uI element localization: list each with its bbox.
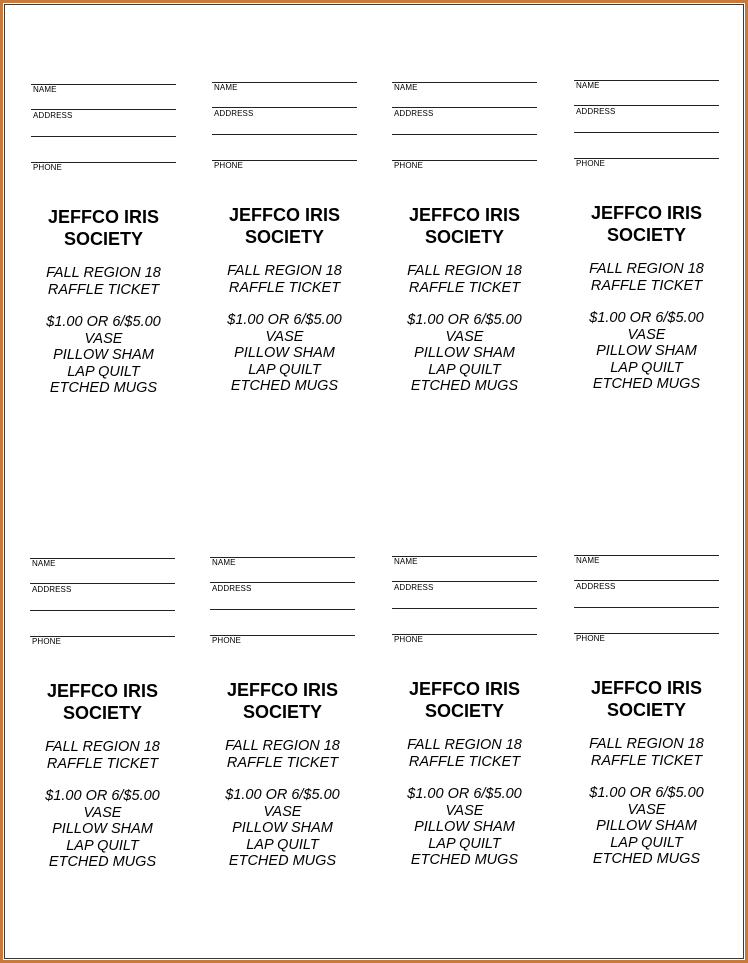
- prize-info: [554, 785, 739, 868]
- org-line-1: JEFFCO IRIS: [590, 203, 702, 223]
- event-info: [554, 261, 739, 294]
- address-label: ADDRESS: [394, 109, 434, 118]
- name-label: NAME: [394, 83, 418, 92]
- event-line-2: RAFFLE TICKET: [408, 279, 521, 296]
- price-text: $1.00 OR 6/$5.00: [45, 788, 160, 804]
- org-line-2: SOCIETY: [424, 227, 504, 247]
- prize-item: VASE: [445, 328, 484, 345]
- name-label: NAME: [33, 85, 57, 94]
- price-text: $1.00 OR 6/$5.00: [589, 785, 704, 801]
- prize-item: PILLOW SHAM: [234, 345, 335, 361]
- prize-item: VASE: [627, 801, 666, 818]
- prize-item: PILLOW SHAM: [53, 347, 154, 363]
- prize-item: LAP QUILT: [66, 837, 139, 854]
- prize-info: [10, 788, 195, 871]
- prize-item: VASE: [263, 803, 302, 820]
- event-info: [192, 263, 377, 296]
- prize-item: VASE: [84, 330, 123, 347]
- prize-info: [372, 786, 557, 869]
- event-line-2: RAFFLE TICKET: [408, 753, 521, 770]
- prize-info: [554, 310, 739, 393]
- name-label: NAME: [212, 558, 236, 567]
- org-line-1: JEFFCO IRIS: [46, 681, 158, 701]
- price-text: $1.00 OR 6/$5.00: [225, 787, 340, 803]
- address-line-2[interactable]: [574, 607, 719, 608]
- prize-info: [11, 314, 196, 397]
- address-line-2[interactable]: [392, 134, 537, 135]
- phone-label: PHONE: [214, 161, 243, 170]
- price-text: $1.00 OR 6/$5.00: [407, 786, 522, 802]
- address-line-2[interactable]: [574, 132, 719, 133]
- prize-item: VASE: [627, 326, 666, 343]
- address-line[interactable]: [574, 105, 719, 106]
- org-line-2: SOCIETY: [606, 700, 686, 720]
- org-line-1: JEFFCO IRIS: [226, 680, 338, 700]
- org-name: [554, 677, 739, 721]
- org-line-2: SOCIETY: [62, 703, 142, 723]
- org-name: [554, 202, 739, 246]
- phone-label: PHONE: [576, 159, 605, 168]
- event-info: [11, 265, 196, 298]
- address-line[interactable]: [392, 107, 537, 108]
- prize-item: VASE: [265, 328, 304, 345]
- prize-item: ETCHED MUGS: [410, 852, 519, 868]
- org-line-2: SOCIETY: [424, 701, 504, 721]
- prize-item: LAP QUILT: [610, 834, 683, 851]
- prize-item: ETCHED MUGS: [49, 380, 158, 396]
- price-text: $1.00 OR 6/$5.00: [46, 314, 161, 330]
- org-line-2: SOCIETY: [606, 225, 686, 245]
- prize-item: ETCHED MUGS: [48, 854, 157, 870]
- phone-label: PHONE: [394, 161, 423, 170]
- phone-label: PHONE: [394, 635, 423, 644]
- org-line-1: JEFFCO IRIS: [228, 205, 340, 225]
- event-info: [190, 738, 375, 771]
- name-label: NAME: [576, 81, 600, 90]
- address-line-2[interactable]: [212, 134, 357, 135]
- address-line[interactable]: [212, 107, 357, 108]
- address-line[interactable]: [574, 580, 719, 581]
- event-info: [372, 737, 557, 770]
- address-label: ADDRESS: [576, 107, 616, 116]
- org-line-2: SOCIETY: [244, 227, 324, 247]
- phone-label: PHONE: [33, 163, 62, 172]
- event-line-1: FALL REGION 18: [589, 736, 704, 752]
- prize-item: PILLOW SHAM: [414, 819, 515, 835]
- address-label: ADDRESS: [33, 111, 73, 120]
- address-line-2[interactable]: [392, 608, 537, 609]
- name-label: NAME: [576, 556, 600, 565]
- address-label: ADDRESS: [32, 585, 72, 594]
- prize-item: LAP QUILT: [67, 363, 140, 380]
- event-line-2: RAFFLE TICKET: [590, 752, 703, 769]
- event-line-1: FALL REGION 18: [407, 737, 522, 753]
- address-line[interactable]: [392, 581, 537, 582]
- prize-item: ETCHED MUGS: [592, 851, 701, 867]
- price-text: $1.00 OR 6/$5.00: [589, 310, 704, 326]
- name-label: NAME: [394, 557, 418, 566]
- prize-info: [192, 312, 377, 395]
- prize-item: ETCHED MUGS: [410, 378, 519, 394]
- prize-item: PILLOW SHAM: [414, 345, 515, 361]
- event-info: [10, 739, 195, 772]
- prize-item: PILLOW SHAM: [596, 818, 697, 834]
- event-info: [372, 263, 557, 296]
- org-line-1: JEFFCO IRIS: [47, 207, 159, 227]
- event-line-1: FALL REGION 18: [407, 263, 522, 279]
- prize-item: ETCHED MUGS: [592, 376, 701, 392]
- event-line-2: RAFFLE TICKET: [47, 281, 160, 298]
- prize-item: PILLOW SHAM: [52, 821, 153, 837]
- prize-item: ETCHED MUGS: [228, 853, 337, 869]
- address-line-2[interactable]: [210, 609, 355, 610]
- prize-info: [372, 312, 557, 395]
- address-label: ADDRESS: [394, 583, 434, 592]
- org-line-1: JEFFCO IRIS: [408, 679, 520, 699]
- address-label: ADDRESS: [576, 582, 616, 591]
- org-name: [192, 204, 377, 248]
- prize-item: ETCHED MUGS: [230, 378, 339, 394]
- name-label: NAME: [32, 559, 56, 568]
- prize-item: LAP QUILT: [428, 835, 501, 852]
- event-line-2: RAFFLE TICKET: [228, 279, 341, 296]
- org-name: [372, 204, 557, 248]
- prize-item: LAP QUILT: [610, 359, 683, 376]
- prize-item: PILLOW SHAM: [596, 343, 697, 359]
- event-line-1: FALL REGION 18: [225, 738, 340, 754]
- address-line[interactable]: [30, 583, 175, 584]
- org-name: [372, 678, 557, 722]
- price-text: $1.00 OR 6/$5.00: [407, 312, 522, 328]
- prize-item: LAP QUILT: [428, 361, 501, 378]
- org-line-2: SOCIETY: [63, 229, 143, 249]
- org-line-1: JEFFCO IRIS: [408, 205, 520, 225]
- event-line-1: FALL REGION 18: [589, 261, 704, 277]
- event-line-1: FALL REGION 18: [227, 263, 342, 279]
- phone-label: PHONE: [212, 636, 241, 645]
- event-line-2: RAFFLE TICKET: [226, 754, 339, 771]
- name-label: NAME: [214, 83, 238, 92]
- org-line-1: JEFFCO IRIS: [590, 678, 702, 698]
- phone-label: PHONE: [32, 637, 61, 646]
- address-label: ADDRESS: [212, 584, 252, 593]
- address-line[interactable]: [31, 109, 176, 110]
- price-text: $1.00 OR 6/$5.00: [227, 312, 342, 328]
- event-line-2: RAFFLE TICKET: [590, 277, 703, 294]
- address-label: ADDRESS: [214, 109, 254, 118]
- event-line-1: FALL REGION 18: [46, 265, 161, 281]
- org-name: [11, 206, 196, 250]
- event-line-1: FALL REGION 18: [45, 739, 160, 755]
- prize-info: [190, 787, 375, 870]
- address-line-2[interactable]: [31, 136, 176, 137]
- prize-item: VASE: [445, 802, 484, 819]
- event-info: [554, 736, 739, 769]
- org-name: [10, 680, 195, 724]
- address-line[interactable]: [210, 582, 355, 583]
- event-line-2: RAFFLE TICKET: [46, 755, 159, 772]
- org-line-2: SOCIETY: [242, 702, 322, 722]
- prize-item: VASE: [83, 804, 122, 821]
- prize-item: LAP QUILT: [248, 361, 321, 378]
- prize-item: LAP QUILT: [246, 836, 319, 853]
- org-name: [190, 679, 375, 723]
- prize-item: PILLOW SHAM: [232, 820, 333, 836]
- address-line-2[interactable]: [30, 610, 175, 611]
- phone-label: PHONE: [576, 634, 605, 643]
